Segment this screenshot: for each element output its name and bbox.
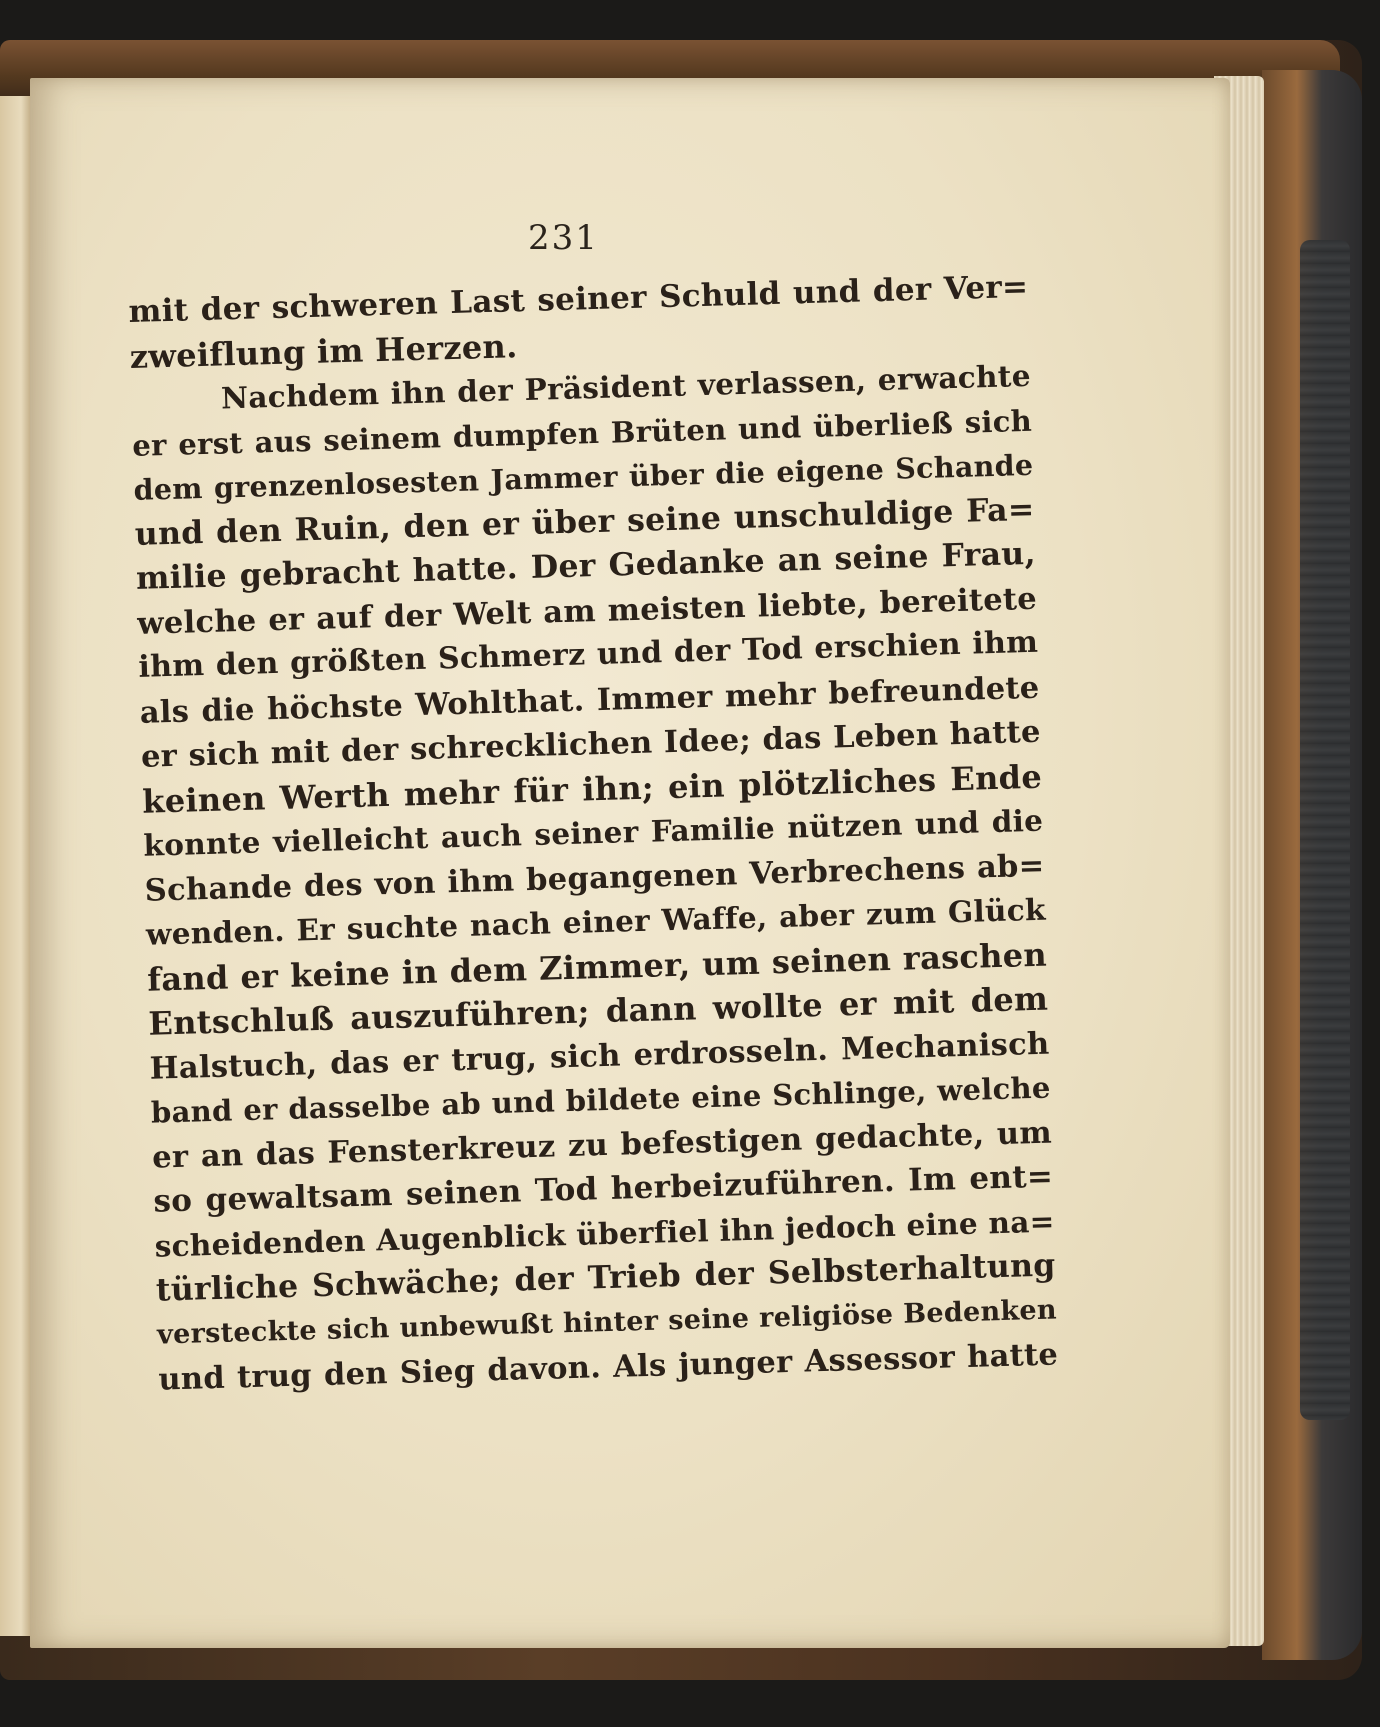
text-line: zweiflung im Herzen. — [129, 326, 518, 376]
book-spine-leather — [1300, 240, 1350, 1420]
text-line: wenden. Er suchte nach einer Waffe, aber zum Glück — [145, 891, 1047, 952]
text-line: Entschluß auszuführen; dann wollte er mit dem — [147, 979, 1049, 1043]
text-line: mit der schweren Last seiner Schuld und der Ver= — [128, 268, 1029, 330]
page-text — [128, 265, 1059, 1402]
text-line: und den Ruin, den er über seine unschuldige Fa= — [134, 490, 1035, 553]
text-line: ihm den größten Schmerz und der Tod erschien ihm — [138, 624, 1039, 685]
text-line: keinen Werth mehr für ihn; ein plötzliches Ende — [141, 757, 1043, 821]
text-line: dem grenzenlosesten Jammer über die eigene Schande — [133, 447, 1034, 507]
text-line: welche er auf der Welt am meisten liebte, bereitete — [136, 580, 1038, 642]
page-number: 231 — [528, 218, 599, 258]
text-line: fand er keine in dem Zimmer, um seinen raschen — [146, 935, 1048, 999]
text-line: versteckte sich unbewußt hinter seine religiöse Bedenken — [156, 1293, 1058, 1351]
facing-page-edge — [0, 96, 30, 1636]
text-line: türliche Schwäche; der Trieb der Selbsterhaltung — [155, 1246, 1057, 1309]
text-line: als die höchste Wohlthat. Immer mehr befreundete — [139, 669, 1040, 731]
text-line: er sich mit der schrecklichen Idee; das Leben hatte — [140, 713, 1042, 775]
text-line: Nachdem ihn der Präsident verlassen, erwachte — [220, 357, 1032, 416]
text-line: Schande des von ihm begangenen Verbrechens ab= — [144, 847, 1045, 909]
text-line: scheidenden Augenblick überfiel ihn jedoch eine na= — [154, 1202, 1056, 1264]
text-line: so gewaltsam seinen Tod herbeizuführen. Im ent= — [152, 1158, 1054, 1220]
text-line: und trug den Sieg davon. Als junger Assessor hatte — [157, 1336, 1059, 1398]
text-line: konnte vielleicht auch seiner Familie nützen und die — [143, 802, 1044, 863]
text-line: band er dasselbe ab und bildete eine Schlinge, welche — [150, 1070, 1052, 1130]
text-line: milie gebracht hatte. Der Gedanke an seine Frau, — [135, 534, 1037, 597]
text-line: er an das Fensterkreuz zu befestigen gedachte, um — [151, 1114, 1053, 1176]
text-line: Halstuch, das er trug, sich erdrosseln. Mechanisch — [149, 1025, 1050, 1087]
text-line: er erst aus seinem dumpfen Brüten und überließ sich — [131, 403, 1033, 463]
